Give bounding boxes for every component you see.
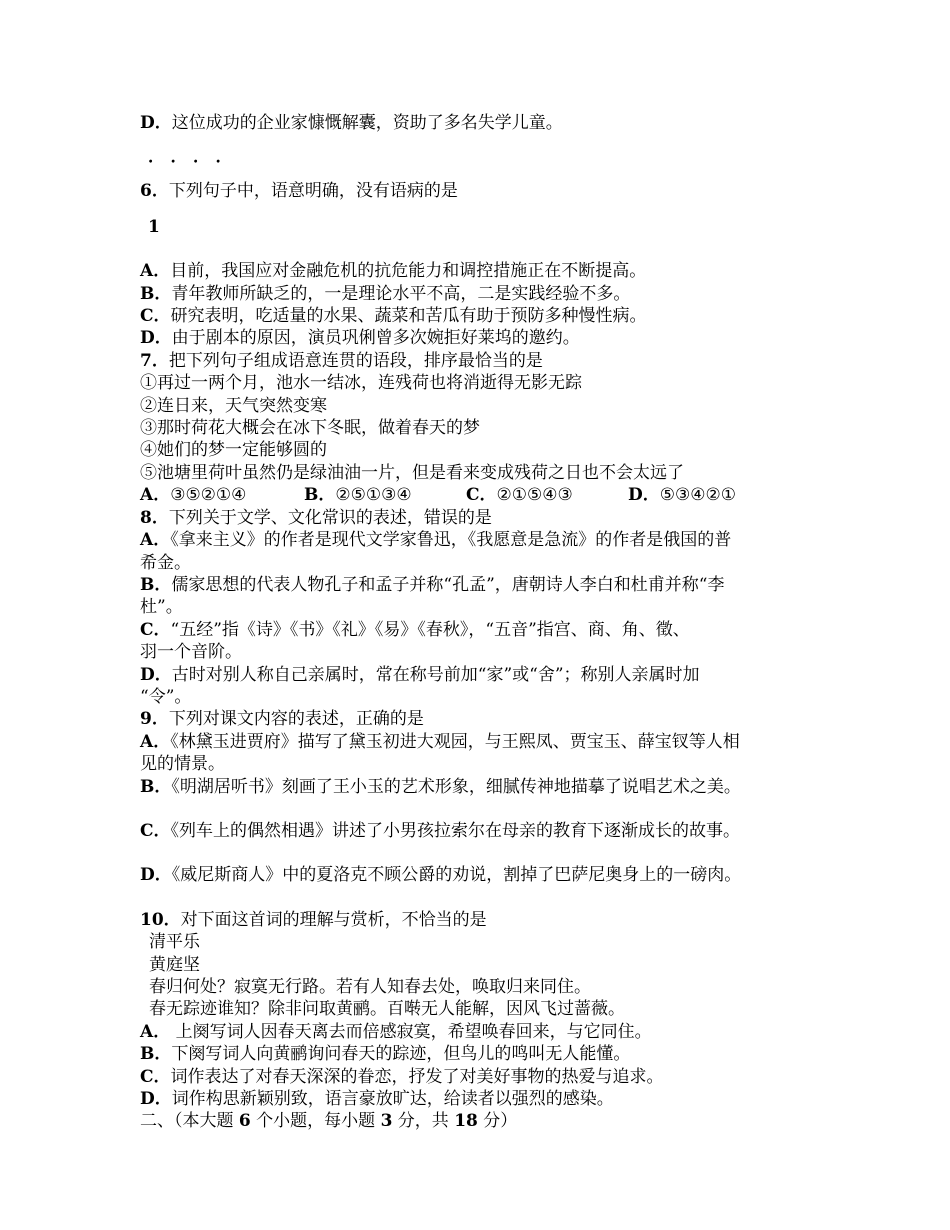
- q9-option-b: B．《明湖居听书》刻画了王小玉的艺术形象，细腻传神地描摹了说唱艺术之美。: [140, 776, 741, 797]
- q10-option-d: D．词作构思新颖别致，语言豪放旷达，给读者以强烈的感染。: [140, 1089, 614, 1110]
- q10-option-c: C．词作表达了对春天深深的眷恋，抒发了对美好事物的热爱与追求。: [140, 1066, 664, 1087]
- q7-option-b: B．②⑤①③④: [304, 485, 412, 506]
- q9-option-c: C．《列车上的偶然相遇》讲述了小男孩拉索尔在母亲的教育下逐渐成长的故事。: [140, 820, 741, 841]
- poem-title: 清平乐: [149, 932, 200, 953]
- question-8-stem: 8．下列关于文学、文化常识的表述，错误的是: [140, 507, 492, 528]
- q6-option-d: D．由于剧本的原因，演员巩俐曾多次婉拒好莱坞的邀约。: [140, 328, 580, 349]
- q5-option-d: D．这位成功的企业家慷慨解囊，资助了多名失学儿童。: [140, 113, 563, 133]
- q7-sentence-4: ④她们的梦一定能够圆的: [140, 440, 327, 461]
- q8-option-c: C．“五经”指《诗》《书》《礼》《易》《春秋》，“五音”指宫、商、角、徵、: [140, 619, 690, 640]
- poem-author: 黄庭坚: [149, 954, 200, 975]
- q8-option-a-cont: 希金。: [140, 552, 191, 573]
- q10-option-b: B．下阕写词人向黄鹂询问春天的踪迹，但鸟儿的鸣叫无人能懂。: [140, 1044, 631, 1065]
- question-9-stem: 9．下列对课文内容的表述，正确的是: [140, 709, 424, 730]
- q8-option-a: A．《拿来主义》的作者是现代文学家鲁迅，《我愿意是急流》的作者是俄国的普: [140, 530, 732, 551]
- q7-option-a: A．③⑤②①④: [140, 485, 247, 506]
- question-10-stem: 10．对下面这首词的理解与赏析，不恰当的是: [140, 909, 487, 930]
- document-page: [140, 112, 830, 1133]
- q7-sentence-1: ①再过一两个月，池水一结冰，连残荷也将消逝得无影无踪: [140, 373, 582, 394]
- emphasis-dots: ．．．．: [148, 147, 247, 168]
- q7-options: [140, 484, 830, 506]
- q6-option-a: A．目前，我国应对金融危机的抗危能力和调控措施正在不断提高。: [140, 261, 647, 282]
- q7-sentence-3: ③那时荷花大概会在冰下冬眠，做着春天的梦: [140, 418, 480, 439]
- page-number-mark: 1: [148, 216, 160, 237]
- q9-option-d: D．《威尼斯商人》中的夏洛克不顾公爵的劝说，割掉了巴萨尼奥身上的一磅肉。: [140, 865, 742, 886]
- q8-option-d: D．古时对别人称自己亲属时，常在称号前加“家”或“舍”；称别人亲属时加: [140, 664, 700, 685]
- q9-option-a: A．《林黛玉进贾府》描写了黛玉初进大观园，与王熙凤、贾宝玉、薛宝钗等人相: [140, 731, 740, 752]
- q7-option-d: D．⑤③④②①: [628, 485, 736, 506]
- question-7-stem: 7．把下列句子组成语意连贯的语段，排序最恰当的是: [140, 350, 543, 371]
- q8-option-c-cont: 羽一个音阶。: [140, 642, 242, 663]
- q7-option-c: C．②①⑤④③: [466, 485, 573, 506]
- q9-option-a-cont: 见的情景。: [140, 754, 225, 775]
- q8-option-b-cont: 杜”。: [140, 597, 183, 618]
- q7-sentence-2: ②连日来，天气突然变寒: [140, 395, 327, 416]
- section-2-heading: 二、（本大题 6 个小题，每小题 3 分，共 18 分）: [140, 1111, 518, 1132]
- q6-option-c: C．研究表明，吃适量的水果、蔬菜和苦瓜有助于预防多种慢性病。: [140, 306, 647, 327]
- question-6-stem: 6．下列句子中，语意明确，没有语病的是: [140, 181, 458, 202]
- q6-option-b: B．青年教师所缺乏的，一是理论水平不高，二是实践经验不多。: [140, 283, 631, 304]
- poem-line-1: 春归何处？寂寞无行路。若有人知春去处，唤取归来同住。: [149, 977, 591, 997]
- q8-option-d-cont: “令”。: [140, 686, 192, 707]
- poem-line-2: 春无踪迹谁知？除非问取黄鹂。百啭无人能解，因风飞过蔷薇。: [149, 999, 625, 1020]
- q10-option-a: A． 上阕写词人因春天离去而倍感寂寞，希望唤春回来，与它同住。: [140, 1021, 652, 1042]
- q7-sentence-5: ⑤池塘里荷叶虽然仍是绿油油一片，但是看来变成残荷之日也不会太远了: [140, 462, 684, 483]
- q8-option-b: B．儒家思想的代表人物孔子和孟子并称“孔孟”，唐朝诗人李白和杜甫并称“李: [140, 574, 725, 595]
